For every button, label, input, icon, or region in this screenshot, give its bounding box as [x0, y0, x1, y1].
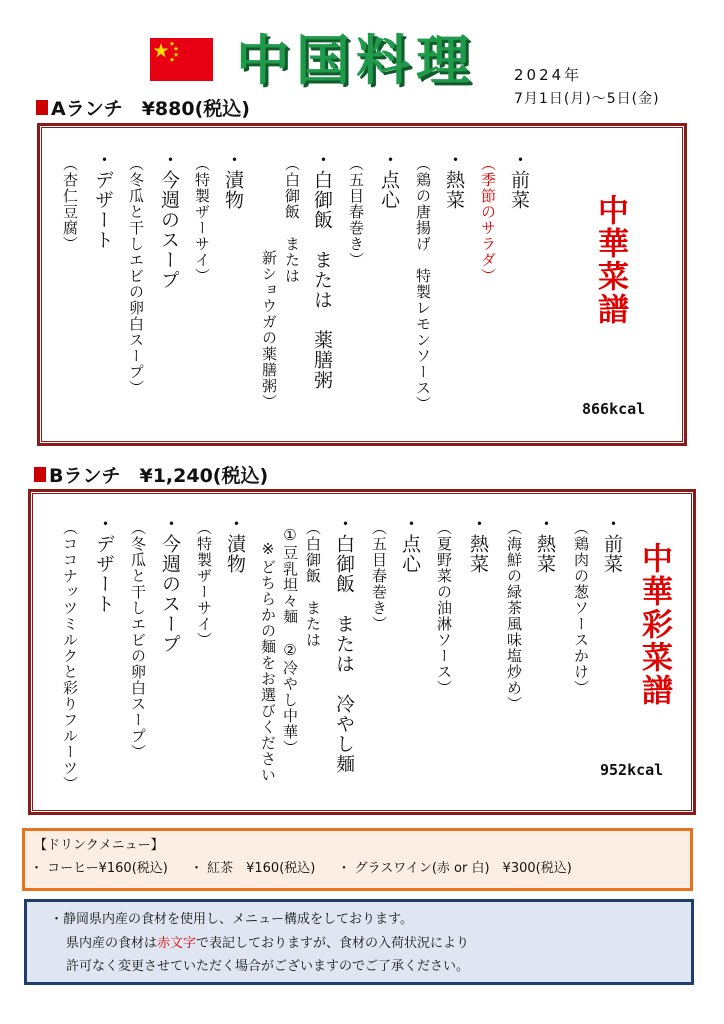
menu-item: ・前菜 — [601, 514, 623, 574]
menu-item: ・点心 — [399, 514, 421, 574]
menu-item-detail: 新ショウガの薬膳粥） — [260, 250, 278, 410]
menu-item-detail: （特製ザーサイ） — [195, 520, 213, 648]
menu-item-detail: （特製ザーサイ） — [193, 156, 211, 284]
menu-item-detail: （五目春巻き） — [347, 156, 365, 268]
menu-item: ・白御飯 または 冷やし麺 — [333, 514, 355, 774]
lunch-a-heading-text: Aランチ ¥880(税込) — [51, 98, 250, 120]
menu-item: ・今週のスープ — [158, 150, 180, 290]
lunch-b-kcal: 952kcal — [600, 761, 664, 779]
notice-line — [66, 932, 469, 951]
menu-item: ・熱菜 — [443, 150, 465, 210]
menu-item-detail: （白御飯 または — [304, 520, 322, 648]
lunch-a-heading — [36, 94, 250, 121]
drink-menu-list — [30, 857, 590, 876]
menu-item-detail: ①豆乳坦々麺 ②冷やし中華） — [281, 526, 299, 756]
menu-item: ・デザート — [92, 150, 114, 250]
menu-item: ・漬物 — [222, 150, 244, 210]
menu-item-detail: （鶏の唐揚げ 特製レモンソース） — [414, 156, 432, 412]
lunch-b-heading-text: Bランチ ¥1,240(税込) — [49, 465, 269, 487]
lunch-b-menu-box — [28, 489, 696, 815]
menu-item: ・デザート — [93, 514, 115, 614]
drink-menu-title: 【ドリンクメニュー】 — [34, 838, 164, 853]
notice-line: 許可なく変更させていただく場合がございますのでご了承ください。 — [66, 959, 470, 974]
year-label: 2024年 — [514, 66, 583, 84]
menu-item: ・点心 — [378, 150, 400, 210]
lunch-a-kcal: 866kcal — [582, 400, 646, 418]
red-square-icon — [36, 100, 48, 115]
notice-text: で表記しておりますが、食材の入荷状況により — [196, 936, 470, 951]
menu-item-detail: （白御飯 または — [283, 156, 301, 284]
menu-item: ・前菜 — [508, 150, 530, 210]
menu-item: ・熱菜 — [467, 514, 489, 574]
page-title: 中国料理 — [236, 29, 476, 92]
menu-item: ・熱菜 — [534, 514, 556, 574]
menu-item: ・漬物 — [224, 514, 246, 574]
menu-item-detail: （冬瓜と干しエビの卵白スープ） — [127, 156, 145, 396]
drink-item: ・ コーヒー¥160(税込) — [30, 861, 168, 876]
notice-text: 県内産の食材は — [66, 936, 158, 951]
lunch-b-heading — [34, 461, 268, 488]
menu-item-detail: （季節のサラダ） — [479, 156, 497, 284]
menu-item-detail: （海鮮の緑茶風味塩炒め） — [505, 520, 523, 712]
lunch-b-brand: 中華彩菜譜 — [636, 542, 672, 707]
drink-item: ・ 紅茶 ¥160(税込) — [189, 861, 316, 876]
menu-item-detail: （ココナッツミルクと彩りフルーツ） — [61, 520, 79, 792]
menu-item-detail: （夏野菜の油淋ソース） — [435, 520, 453, 696]
drink-item: ・ グラスワイン(赤 or 白) ¥300(税込) — [337, 861, 572, 876]
menu-item-detail: （杏仁豆腐） — [61, 156, 79, 252]
menu-item-note: ※どちらかの麺をお選びください — [259, 540, 277, 783]
red-square-icon — [34, 467, 46, 482]
notice-red-text: 赤文字 — [157, 936, 197, 951]
china-flag-icon — [150, 38, 213, 81]
date-range: 7月1日(月)〜5日(金) — [514, 91, 660, 107]
lunch-a-brand: 中華菜譜 — [592, 194, 628, 326]
menu-item-detail: （五目春巻き） — [370, 520, 388, 632]
menu-item-detail: （鶏肉の葱ソースかけ） — [572, 520, 590, 696]
menu-item: ・今週のスープ — [159, 514, 181, 654]
menu-item: ・白御飯 または 薬膳粥 — [311, 150, 333, 390]
notice-line: ・静岡県内産の食材を使用し、メニュー構成をしております。 — [50, 912, 413, 927]
lunch-a-menu-box — [37, 123, 687, 446]
menu-item-detail: （冬瓜と干しエビの卵白スープ） — [129, 520, 147, 760]
